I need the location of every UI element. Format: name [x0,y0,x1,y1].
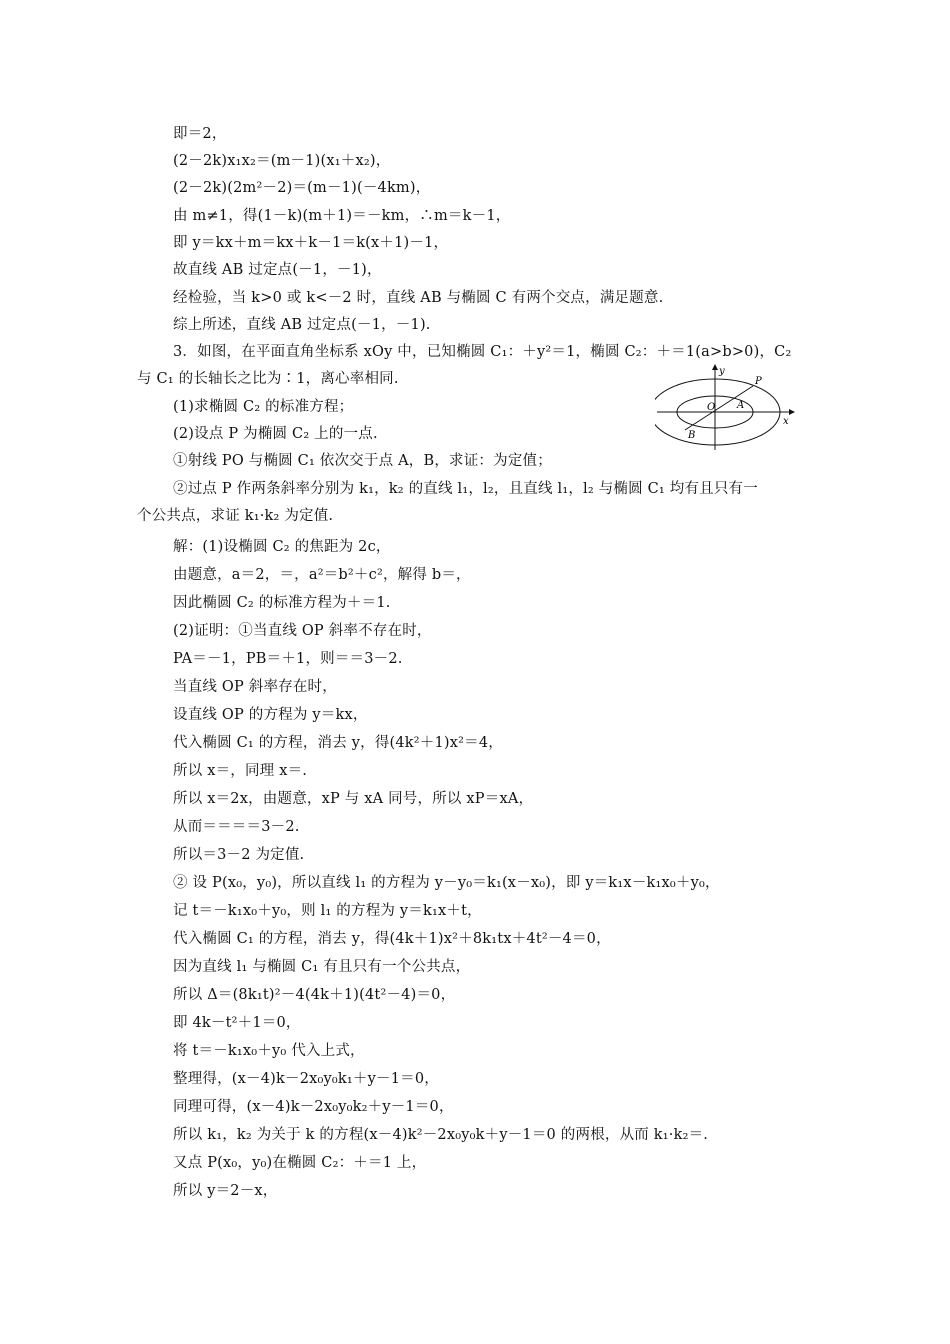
text-line: 从而＝＝＝＝3－2. [173,819,300,835]
problem-statement: 与 C₁ 的长轴长之比为∶1，离心率相同. [137,371,399,387]
text-line: ② 设 P(x₀，y₀)，所以直线 l₁ 的方程为 y－y₀＝k₁(x－x₀)，即 y＝k₁x－k₁x₀＋y₀， [173,875,720,891]
text-line: 故直线 AB 过定点(－1，－1)， [173,262,382,278]
label-y: y [719,366,725,377]
y-axis-arrow [712,364,718,370]
question-2b: 个公共点，求证 k₁·k₂ 为定值. [137,508,334,524]
text-line: 综上所述，直线 AB 过定点(－1，－1). [173,317,431,333]
text-line: 同理可得，(x－4)k－2x₀y₀k₂＋y－1＝0， [173,1099,454,1115]
text-line: 因此椭圆 C₂ 的标准方程为＋＝1. [173,595,391,611]
text-line: 代入椭圆 C₁ 的方程，消去 y，得(4k²＋1)x²＝4， [173,735,504,751]
text-line: 当直线 OP 斜率存在时， [173,679,337,695]
label-b: B [688,430,696,441]
text-line: 解：(1)设椭圆 C₂ 的焦距为 2c， [173,539,391,555]
text-line: 所以 x＝2x，由题意，xP 与 xA 同号，所以 xP＝xA， [173,791,534,807]
text-line: 所以 y＝2－x， [173,1183,278,1199]
text-line: 因为直线 l₁ 与椭圆 C₁ 有且只有一个公共点， [173,959,471,975]
label-a: A [737,400,745,411]
text-line: PA＝－1，PB＝＋1，则＝＝3－2. [173,651,403,667]
text-line: 即 4k－t²＋1＝0， [173,1015,301,1031]
question-2: (2)设点 P 为椭圆 C₂ 上的一点. [173,426,378,442]
text-line: 所以 Δ＝(8k₁t)²－4(4k＋1)(4t²－4)＝0， [173,987,456,1003]
text-line: (2)证明：①当直线 OP 斜率不存在时， [173,623,432,639]
ellipse-figure [655,362,795,452]
text-line: 经检验，当 k>0 或 k<－2 时，直线 AB 与椭圆 C 有两个交点，满足题意. [173,290,664,306]
text-line: (2－2k)x₁x₂＝(m－1)(x₁＋x₂)， [173,153,391,169]
text-line: 设直线 OP 的方程为 y＝kx， [173,707,368,723]
label-p: P [755,376,762,387]
x-axis-arrow [789,409,795,415]
text-line: 由题意，a＝2，＝，a²＝b²＋c²，解得 b＝， [173,567,471,583]
text-line: 由 m≠1，得(1－k)(m＋1)＝－km，∴m＝k－1， [173,208,511,224]
text-line: 即 y＝kx＋m＝kx＋k－1＝k(x＋1)－1， [173,235,449,251]
label-o: O [707,402,716,413]
text-line: 将 t＝－k₁x₀＋y₀ 代入上式， [173,1043,365,1059]
text-line: (2－2k)(2m²－2)＝(m－1)(－4km)， [173,180,431,196]
text-line: 即＝2， [173,126,227,142]
text-line: 所以 k₁，k₂ 为关于 k 的方程(x－4)k²－2x₀y₀k＋y－1＝0 的两根，从而 k₁·k₂＝. [173,1127,709,1143]
text-line: 代入椭圆 C₁ 的方程，消去 y，得(4k＋1)x²＋8k₁tx＋4t²－4＝0， [173,931,611,947]
problem-statement: 3．如图，在平面直角坐标系 xOy 中，已知椭圆 C₁：＋y²＝1，椭圆 C₂：＋＝1(a>b>0)，C₂ [173,344,792,360]
text-line: 所以＝3－2 为定值. [173,847,305,863]
question-1: (1)求椭圆 C₂ 的标准方程； [173,399,354,415]
question-2a: ①射线 PO 与椭圆 C₁ 依次交于点 A，B，求证：为定值； [173,453,552,469]
text-line: 又点 P(x₀，y₀)在椭圆 C₂：＋＝1 上， [173,1155,427,1171]
question-2b: ②过点 P 作两条斜率分别为 k₁，k₂ 的直线 l₁，l₂，且直线 l₁，l₂ 与椭圆 C₁ 均有且只有一 [173,481,758,497]
text-line: 记 t＝－k₁x₀＋y₀，则 l₁ 的方程为 y＝k₁x＋t， [173,903,482,919]
text-line: 整理得，(x－4)k－2x₀y₀k₁＋y－1＝0， [173,1071,439,1087]
text-line: 所以 x＝，同理 x＝. [173,763,308,779]
label-x: x [783,416,789,427]
